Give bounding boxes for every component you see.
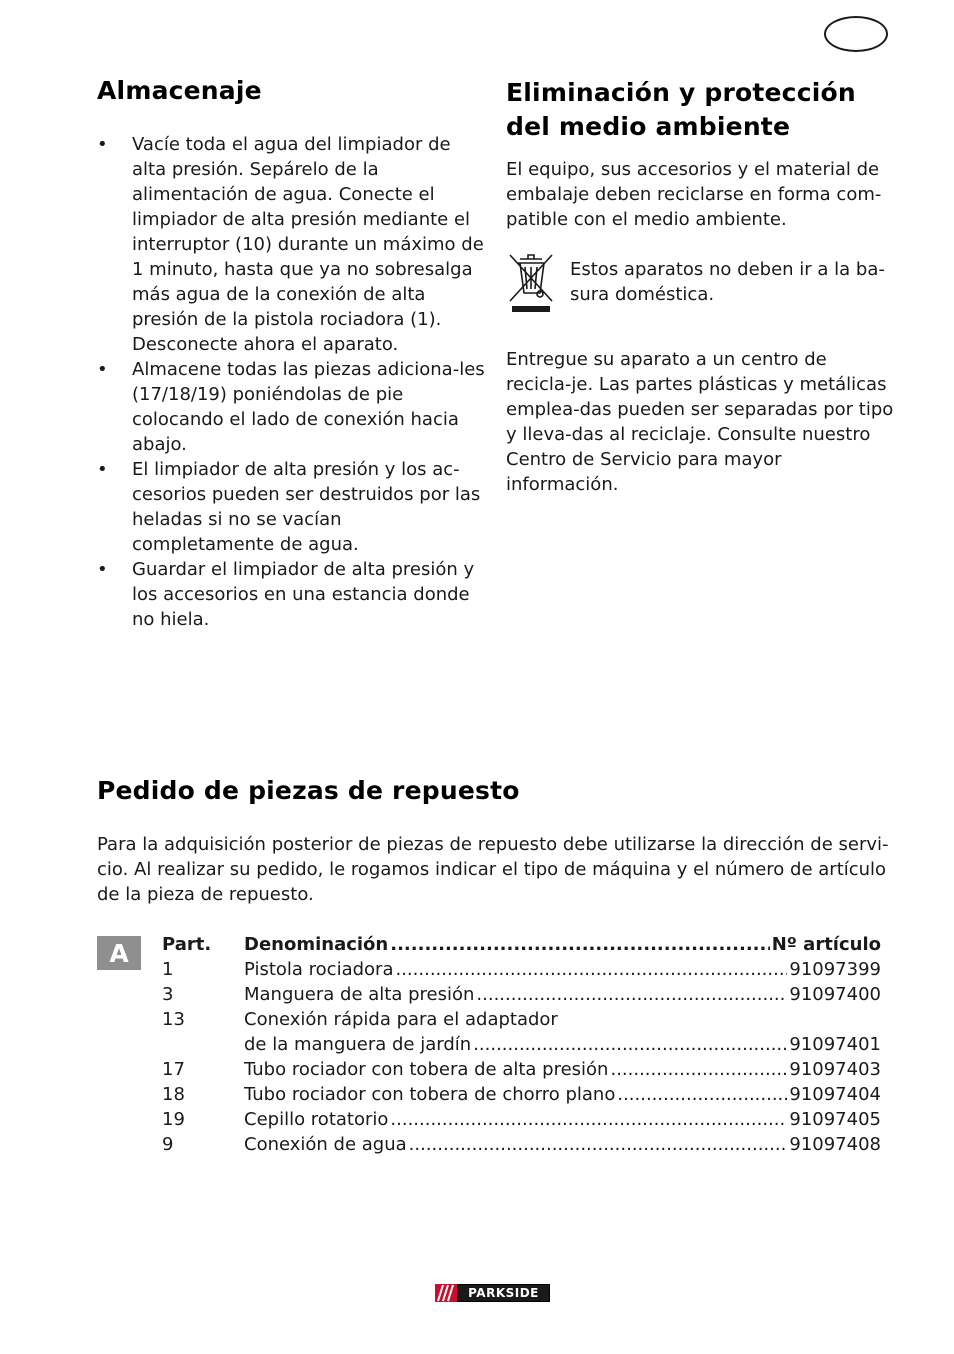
part-name-cell <box>244 957 789 982</box>
bullet: • <box>97 559 108 580</box>
header-name: Denominación <box>244 934 389 955</box>
table-row <box>162 1007 881 1032</box>
part-number: 3 <box>162 984 174 1005</box>
bullet: • <box>97 359 108 380</box>
header-name-cell <box>244 932 772 957</box>
disposal-section <box>506 157 896 497</box>
list-item-text: El limpiador de alta presión y los ac-cesorios pueden ser destruidos por las heladas si no se vacían completamente de agua. <box>132 459 481 555</box>
header-part: Part. <box>162 934 212 955</box>
bullet: • <box>97 459 108 480</box>
leader-dots <box>476 982 787 1007</box>
part-number: 19 <box>162 1109 185 1130</box>
part-name-cell <box>244 1082 789 1107</box>
recycling-paragraph: Entregue su aparato a un centro de recicla-je. Las partes plásticas y metálicas emplea-das pueden ser separadas por tipo y lleva-das al reciclaje. Consulte nuestro Centro de Servicio para mayor información. <box>506 349 894 495</box>
language-badge <box>824 16 888 52</box>
part-name: Cepillo rotatorio <box>244 1109 389 1130</box>
leader-dots <box>610 1057 787 1082</box>
weee-text: Estos aparatos no deben ir a la ba-sura doméstica. <box>570 259 885 305</box>
table-row <box>162 1032 881 1057</box>
list-item <box>97 357 487 457</box>
list-item <box>97 132 487 357</box>
table-row <box>162 1082 881 1107</box>
part-number: 9 <box>162 1134 174 1155</box>
disposal-paragraph: El equipo, sus accesorios y el material de embalaje deben reciclarse en forma com-patible con el medio ambiente. <box>506 159 882 230</box>
leader-dots <box>395 957 787 982</box>
article-number: 91097400 <box>789 984 881 1005</box>
part-number: 17 <box>162 1059 185 1080</box>
part-name: Conexión rápida para el adaptador <box>244 1009 558 1030</box>
part-name: Tubo rociador con tobera de chorro plano <box>244 1084 616 1105</box>
parts-list <box>162 932 881 1157</box>
leader-dots <box>473 1032 787 1057</box>
part-number: 18 <box>162 1084 185 1105</box>
part-name-cell <box>244 1007 881 1032</box>
storage-list <box>97 132 487 632</box>
leader-dots <box>390 1107 787 1132</box>
article-number: 91097403 <box>789 1059 881 1080</box>
list-item <box>97 557 487 632</box>
list-item <box>97 457 487 557</box>
spare-parts-intro <box>97 832 897 907</box>
crossed-out-wheelie-bin-icon <box>506 249 556 313</box>
part-name-cell <box>244 1032 789 1057</box>
part-number: 1 <box>162 959 174 980</box>
storage-heading: Almacenaje <box>97 76 262 105</box>
table-row <box>162 982 881 1007</box>
spare-parts-heading: Pedido de piezas de repuesto <box>97 776 520 805</box>
leader-dots <box>617 1082 787 1107</box>
article-number: 91097404 <box>789 1084 881 1105</box>
header-number: Nº artículo <box>771 934 881 955</box>
table-row <box>162 1057 881 1082</box>
part-name: Tubo rociador con tobera de alta presión <box>244 1059 609 1080</box>
brand-name: PARKSIDE <box>457 1284 550 1302</box>
article-number: 91097405 <box>789 1109 881 1130</box>
article-number: 91097399 <box>789 959 881 980</box>
part-name: de la manguera de jardín <box>244 1034 472 1055</box>
leader-dots <box>409 1132 788 1157</box>
part-name-cell <box>244 982 789 1007</box>
part-number: 13 <box>162 1009 185 1030</box>
part-name: Conexión de agua <box>244 1134 407 1155</box>
weee-notice <box>506 257 896 322</box>
article-number: 91097408 <box>789 1134 881 1155</box>
table-row <box>162 1132 881 1157</box>
part-name-cell <box>244 1057 789 1082</box>
table-row <box>162 1107 881 1132</box>
list-item-text: Almacene todas las piezas adiciona-les (17/18/19) poniéndolas de pie colocando el lado de conexión hacia abajo. <box>132 359 485 455</box>
leader-dots <box>390 932 769 957</box>
part-name: Pistola rociadora <box>244 959 394 980</box>
part-name: Manguera de alta presión <box>244 984 475 1005</box>
bullet: • <box>97 134 108 155</box>
table-row <box>162 957 881 982</box>
disposal-heading: Eliminación y protección del medio ambiente <box>506 78 856 141</box>
parts-header <box>162 932 881 957</box>
logo-stripes-icon <box>435 1284 457 1302</box>
storage-section <box>97 132 487 632</box>
part-name-cell <box>244 1107 789 1132</box>
parkside-logo <box>435 1284 550 1302</box>
list-item-text: Guardar el limpiador de alta presión y los accesorios en una estancia donde no hiela. <box>132 559 475 630</box>
list-item-text: Vacíe toda el agua del limpiador de alta presión. Sepárelo de la alimentación de agua. Conecte el limpiador de alta presión mediante el interruptor (10) durante un máximo de 1 minuto, hasta que ya no sobresalga más agua de la conexión de alta presión de la pistola rociadora (1). Desconecte ahora el aparato. <box>132 134 484 355</box>
figure-label-badge: A <box>97 936 141 970</box>
intro-text: Para la adquisición posterior de piezas de repuesto debe utilizarse la dirección de servi-cio. Al realizar su pedido, le rogamos indicar el tipo de máquina y el número de artículo de la pieza de repuesto. <box>97 834 889 905</box>
part-name-cell <box>244 1132 789 1157</box>
article-number: 91097401 <box>789 1034 881 1055</box>
